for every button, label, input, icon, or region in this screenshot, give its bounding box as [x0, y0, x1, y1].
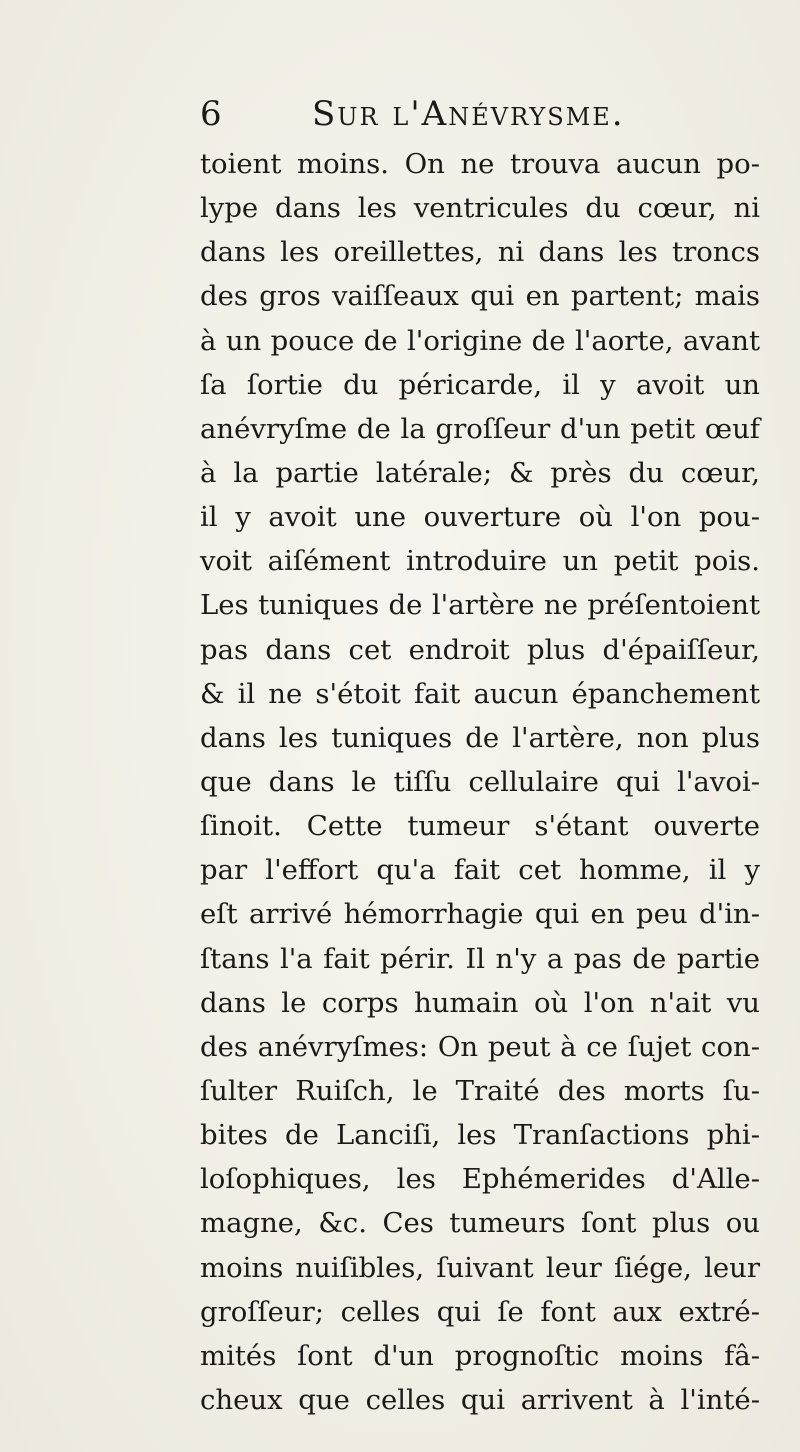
text-line: dans les oreillettes, ni dans les troncs [200, 236, 760, 269]
text-line: ſtans l'a fait périr. Il n'y a pas de partie [200, 942, 760, 975]
text-line: bites de Lanciſi, les Tranſactions phi- [200, 1119, 760, 1152]
text-line: dans les tuniques de l'artère, non plus [200, 721, 760, 754]
text-line: à la partie latérale; & près du cœur, [200, 456, 760, 489]
text-line: par l'effort qu'a fait cet homme, il y [200, 854, 760, 887]
page-header [200, 92, 760, 142]
text-line: des gros vaiſſeaux qui en partent; mais [200, 280, 760, 313]
text-line: ſinoit. Cette tumeur s'étant ouverte [200, 810, 760, 843]
text-line: à un pouce de l'origine de l'aorte, avant [200, 324, 760, 357]
text-line: pas dans cet endroit plus d'épaiſſeur, [200, 633, 760, 666]
text-line: toient moins. On ne trouva aucun po- [200, 148, 760, 180]
page-number: 6 [200, 94, 222, 134]
text-line: que dans le tiſſu cellulaire qui l'avoi- [200, 765, 760, 798]
text-line: moins nuiſibles, ſuivant leur ſiége, leur [200, 1251, 760, 1284]
text-line: il y avoit une ouverture où l'on pou- [200, 501, 760, 534]
text-line: cheux que celles qui arrivent à l'inté- [200, 1383, 760, 1416]
running-title: Sur l'Anévrysme. [312, 94, 625, 134]
text-line: ſulter Ruiſch, le Traité des morts ſu- [200, 1074, 760, 1107]
text-line: Les tuniques de l'artère ne préſentoient [200, 589, 760, 622]
text-line: & il ne s'étoit fait aucun épanchement [200, 677, 760, 710]
text-line: loſophiques, les Ephémerides d'Alle- [200, 1163, 760, 1196]
text-line: mités ſont d'un prognoſtic moins fâ- [200, 1339, 760, 1372]
text-line: dans le corps humain où l'on n'ait vu [200, 986, 760, 1019]
text-line: lype dans les ventricules du cœur, ni [200, 192, 760, 225]
text-line: des anévryſmes: On peut à ce ſujet con- [200, 1030, 760, 1063]
text-line: anévryſme de la groſſeur d'un petit œuf [200, 412, 760, 445]
text-line: voit aiſément introduire un petit pois. [200, 545, 760, 578]
text-line: ſa ſortie du péricarde, il y avoit un [200, 368, 760, 401]
text-line: magne, &c. Ces tumeurs ſont plus ou [200, 1207, 760, 1240]
body-text [200, 142, 760, 1422]
text-line: eſt arrivé hémorrhagie qui en peu d'in- [200, 898, 760, 931]
text-line: groſſeur; celles qui ſe font aux extré- [200, 1295, 760, 1328]
